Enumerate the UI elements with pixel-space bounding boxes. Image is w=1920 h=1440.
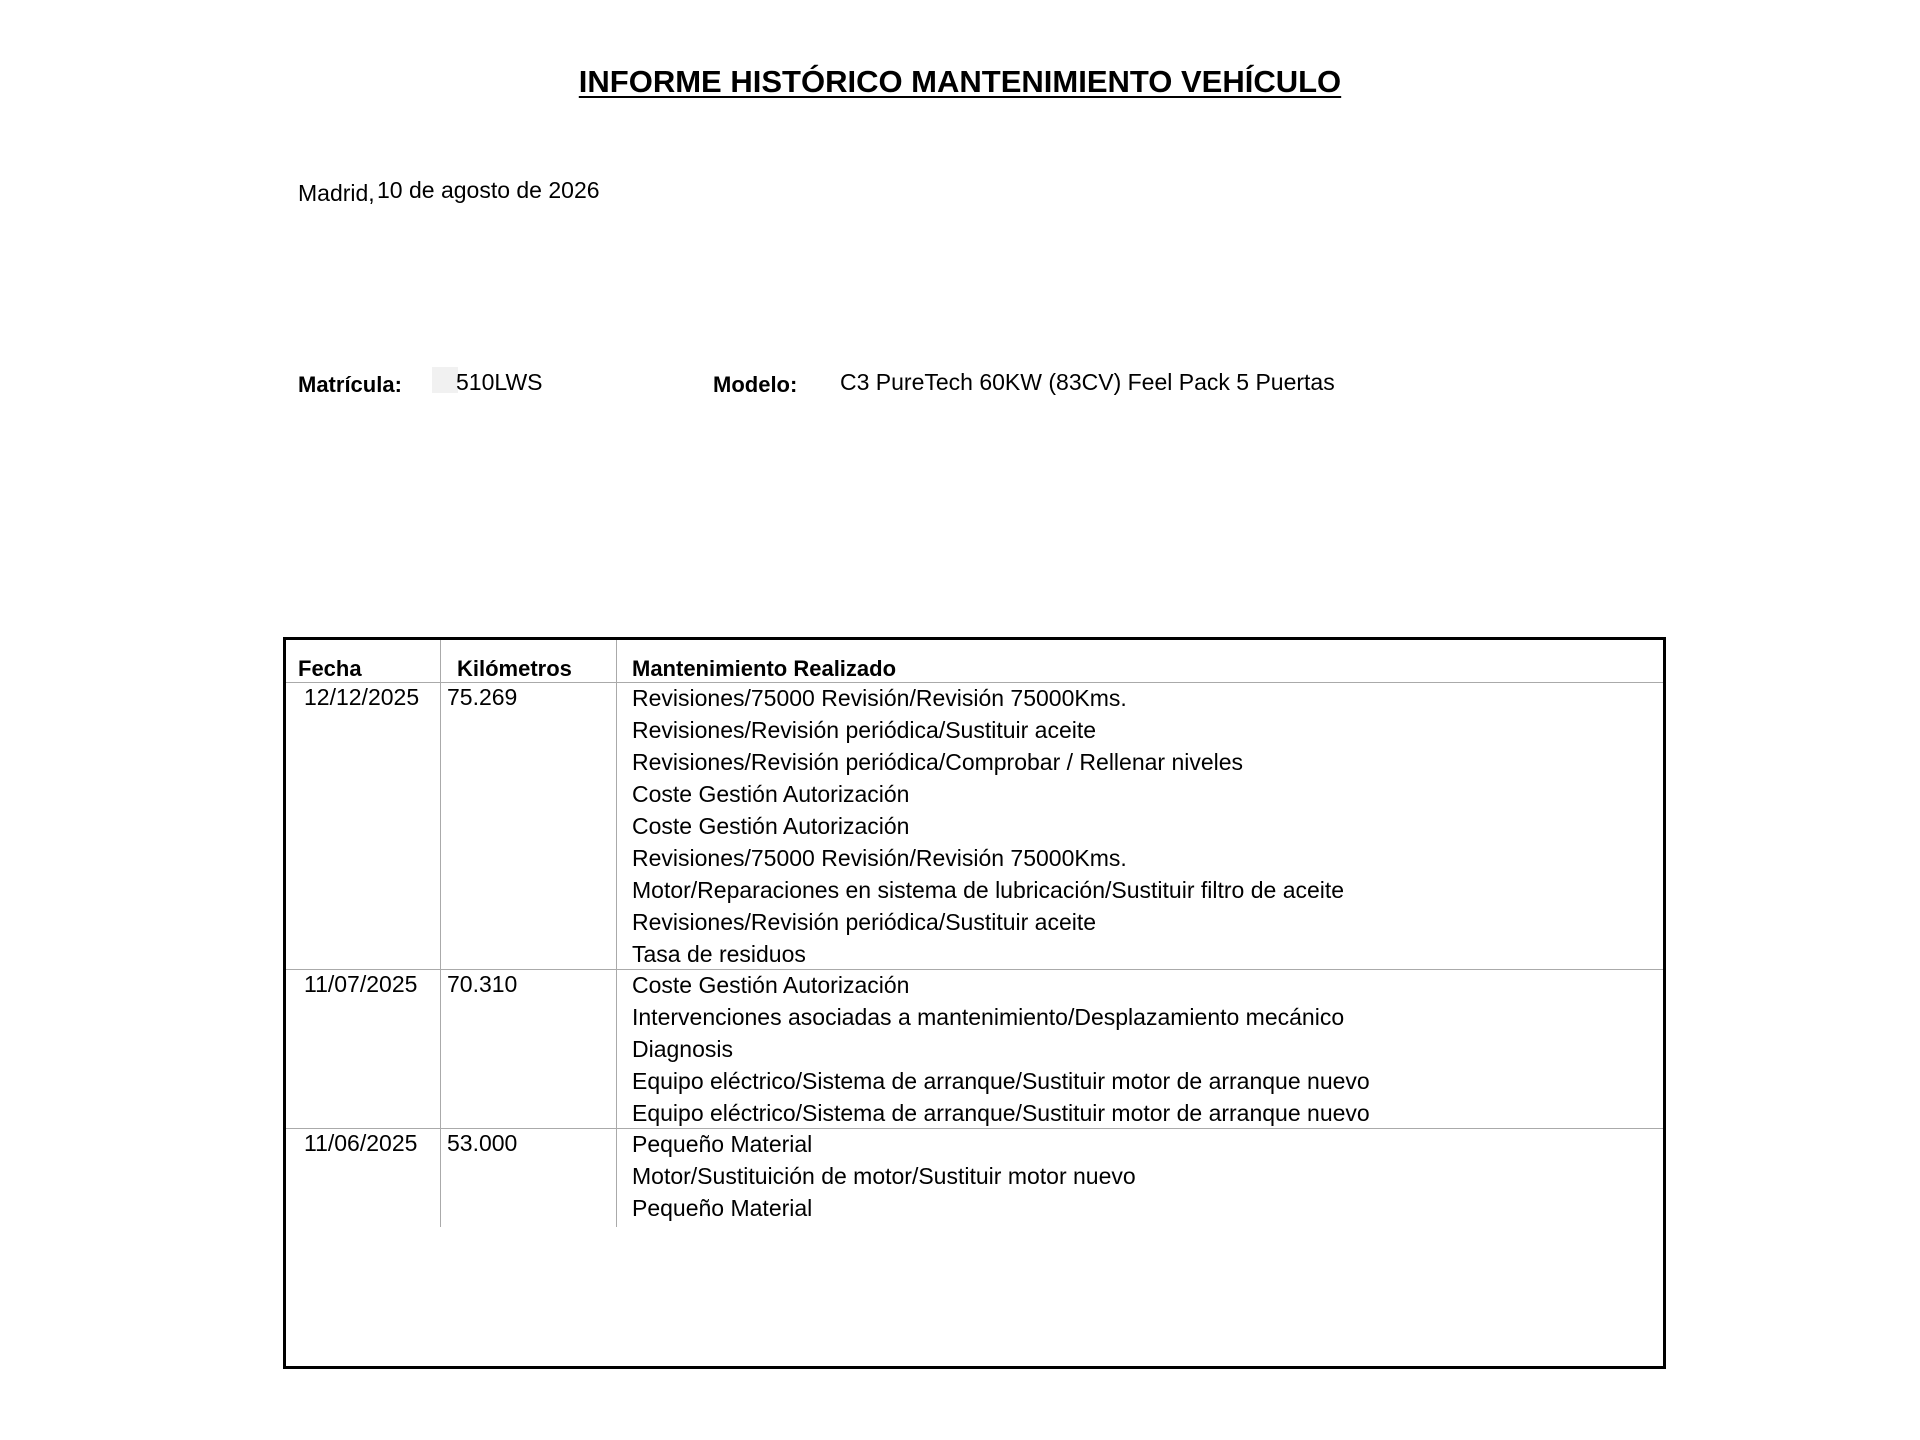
list-item: Pequeño Material xyxy=(632,1131,813,1157)
list-item: Coste Gestión Autorización xyxy=(632,781,910,807)
column-header-km: Kilómetros xyxy=(457,656,572,681)
row-items xyxy=(632,969,1370,1129)
list-item: Revisiones/Revisión periódica/Sustituir aceite xyxy=(632,717,1097,743)
list-item: Tasa de residuos xyxy=(632,941,806,967)
report-city: Madrid, xyxy=(298,180,375,206)
list-item: Pequeño Material xyxy=(632,1195,813,1221)
list-item: Coste Gestión Autorización xyxy=(632,813,910,839)
row-km: 53.000 xyxy=(447,1130,518,1156)
report-date: 10 de agosto de 2026 xyxy=(377,177,600,203)
column-divider xyxy=(616,640,617,1227)
column-header-date: Fecha xyxy=(298,656,362,681)
list-item: Coste Gestión Autorización xyxy=(632,972,910,998)
redaction-mark xyxy=(432,367,458,393)
plate-label: Matrícula: xyxy=(298,372,402,397)
row-km: 75.269 xyxy=(447,684,518,710)
list-item: Revisiones/Revisión periódica/Sustituir aceite xyxy=(632,909,1097,935)
model-value: C3 PureTech 60KW (83CV) Feel Pack 5 Puertas xyxy=(840,369,1335,395)
row-date: 11/07/2025 xyxy=(304,971,418,997)
list-item: Motor/Sustituición de motor/Sustituir motor nuevo xyxy=(632,1163,1136,1189)
list-item: Revisiones/Revisión periódica/Comprobar / Rellenar niveles xyxy=(632,749,1244,775)
row-date: 11/06/2025 xyxy=(304,1130,418,1156)
list-item: Diagnosis xyxy=(632,1036,733,1062)
list-item: Intervenciones asociadas a mantenimiento/Desplazamiento mecánico xyxy=(632,1004,1345,1030)
row-date: 12/12/2025 xyxy=(304,684,420,710)
row-items xyxy=(632,682,1344,970)
page-title: INFORME HISTÓRICO MANTENIMIENTO VEHÍCULO xyxy=(578,64,1342,99)
plate-value: 510LWS xyxy=(456,369,543,395)
list-item: Equipo eléctrico/Sistema de arranque/Sustituir motor de arranque nuevo xyxy=(632,1068,1370,1094)
row-km: 70.310 xyxy=(447,971,518,997)
column-divider xyxy=(440,640,441,1227)
list-item: Revisiones/75000 Revisión/Revisión 75000Kms. xyxy=(632,845,1127,871)
column-header-work: Mantenimiento Realizado xyxy=(632,656,897,681)
model-label: Modelo: xyxy=(713,372,798,397)
list-item: Motor/Reparaciones en sistema de lubricación/Sustituir filtro de aceite xyxy=(632,877,1345,903)
row-items xyxy=(632,1128,1136,1224)
list-item: Revisiones/75000 Revisión/Revisión 75000Kms. xyxy=(632,685,1127,711)
list-item: Equipo eléctrico/Sistema de arranque/Sustituir motor de arranque nuevo xyxy=(632,1100,1370,1126)
